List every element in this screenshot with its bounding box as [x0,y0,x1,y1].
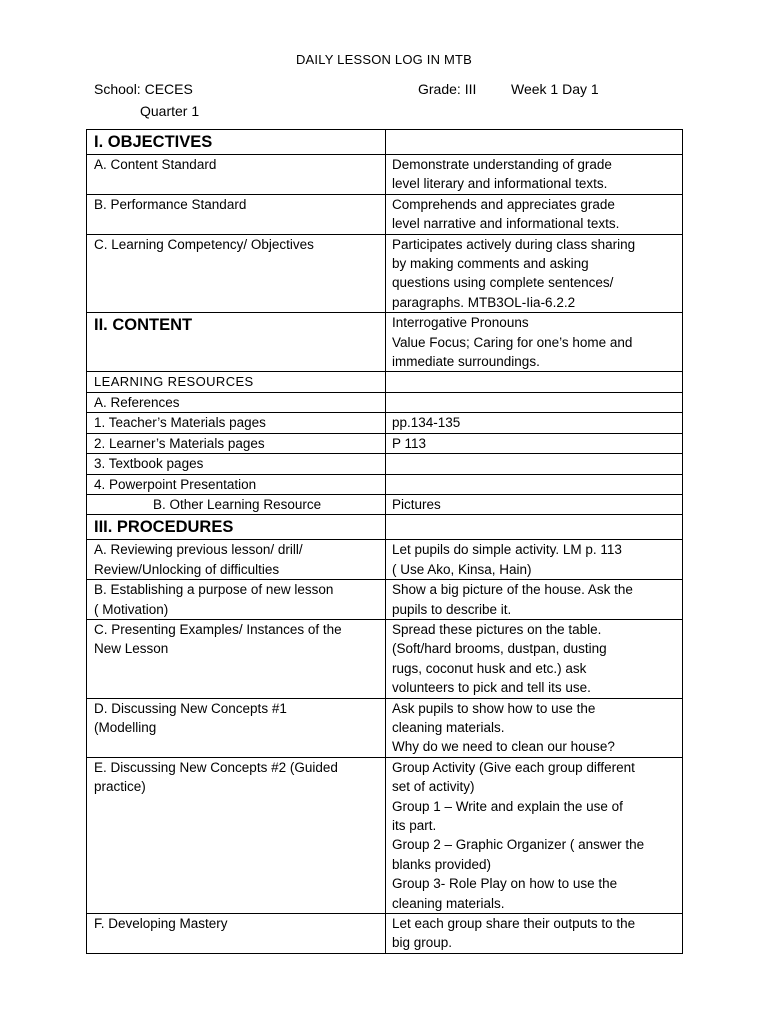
table-row [87,234,683,313]
row-label-cell [87,392,386,412]
row-content-cell [386,130,683,155]
row-content-line: Comprehends and appreciates grade [392,196,615,212]
table-row [87,413,683,433]
row-label-cell [87,433,386,453]
row-content-line: Pictures [392,496,441,512]
row-label: F. Developing Mastery [94,916,228,932]
row-label-cell [87,698,386,757]
row-label-cell [87,234,386,313]
table-row [87,454,683,474]
row-content-line: questions using complete sentences/ [392,275,614,291]
table-row [87,392,683,412]
row-label-cell [87,313,386,372]
row-content-line: Group 3- Role Play on how to use the [392,876,618,892]
row-content-line: big group. [392,935,453,951]
row-label: B. Performance Standard [94,196,247,212]
row-content-line: set of activity) [392,779,475,795]
row-content-cell [386,698,683,757]
row-label-cell [87,619,386,698]
row-content-cell [386,515,683,540]
row-label: 2. Learner’s Materials pages [94,435,265,451]
row-content-cell [386,540,683,580]
row-content-cell [386,454,683,474]
row-content-line: Let each group share their outputs to the [392,916,636,932]
row-label: 3. Textbook pages [94,456,204,472]
row-label: C. Learning Competency/ Objectives [94,236,314,252]
row-content-line: Show a big picture of the house. Ask the [392,582,633,598]
row-content-line: by making comments and asking [392,256,589,272]
row-label-cell [87,494,386,514]
table-row [87,313,683,372]
table-row [87,433,683,453]
row-content-line: volunteers to pick and tell its use. [392,680,591,696]
table-row [87,619,683,698]
row-label: 4. Powerpoint Presentation [94,476,257,492]
row-content-cell [386,413,683,433]
row-label-cell [87,194,386,234]
row-content-line: Why do we need to clean our house? [392,739,615,755]
row-content-cell [386,234,683,313]
row-label-line: (Modelling [94,719,157,735]
table-row [87,155,683,195]
row-content-cell [386,313,683,372]
quarter-label: Quarter 1 [140,103,200,119]
row-content-line: pupils to describe it. [392,601,512,617]
row-label-line: D. Discussing New Concepts #1 [94,700,287,716]
row-label: B. Other Learning Resource [153,496,322,512]
row-label-cell [87,474,386,494]
row-label-line: E. Discussing New Concepts #2 (Guided [94,759,338,775]
week-day-label: Week 1 Day 1 [511,81,599,97]
table-row [87,194,683,234]
table-row [87,540,683,580]
row-label-cell [87,580,386,620]
row-content-line: level narrative and informational texts. [392,216,620,232]
row-label-line: C. Presenting Examples/ Instances of the [94,621,342,637]
row-label-cell [87,540,386,580]
row-content-line: Group 2 – Graphic Organizer ( answer the [392,837,645,853]
row-label-line: A. Reviewing previous lesson/ drill/ [94,542,303,558]
row-content-cell [386,619,683,698]
row-label-line: practice) [94,779,146,795]
row-label: LEARNING RESOURCES [94,374,254,390]
row-label-line: ( Motivation) [94,601,169,617]
table-row [87,580,683,620]
row-label: II. CONTENT [94,316,193,335]
table-row [87,372,683,392]
row-content-line: pp.134-135 [392,415,461,431]
row-label-line: Review/Unlocking of difficulties [94,561,280,577]
row-content-cell [386,757,683,913]
row-label: III. PROCEDURES [94,518,234,537]
row-content-line: Value Focus; Caring for one’s home and [392,334,633,350]
row-content-line: P 113 [392,435,427,451]
row-content-line: Group Activity (Give each group different [392,759,635,775]
row-label-line: New Lesson [94,641,169,657]
row-content-cell [386,392,683,412]
row-content-line: Group 1 – Write and explain the use of [392,798,623,814]
row-label-cell [87,130,386,155]
table-row [87,515,683,540]
row-content-cell [386,194,683,234]
row-label-cell [87,155,386,195]
row-content-cell [386,474,683,494]
lesson-log-body [87,130,683,954]
row-content-line: Participates actively during class sharing [392,236,636,252]
row-label: A. References [94,394,180,410]
row-content-line: paragraphs. MTB3OL-Iia-6.2.2 [392,294,576,310]
table-row [87,698,683,757]
row-content-line: Ask pupils to show how to use the [392,700,596,716]
row-content-cell [386,914,683,954]
row-label: 1. Teacher’s Materials pages [94,415,266,431]
row-content-line: cleaning materials. [392,719,505,735]
row-content-line: blanks provided) [392,856,492,872]
row-content-line: cleaning materials. [392,895,505,911]
row-label-cell [87,757,386,913]
row-content-cell [386,494,683,514]
row-label-cell [87,515,386,540]
row-content-line: Let pupils do simple activity. LM p. 113 [392,542,622,558]
row-label-cell [87,914,386,954]
table-row [87,914,683,954]
row-label-cell [87,372,386,392]
row-content-cell [386,372,683,392]
row-label-cell [87,454,386,474]
row-content-cell [386,580,683,620]
grade-label: Grade: III [418,81,477,97]
row-content-line: (Soft/hard brooms, dustpan, dusting [392,641,607,657]
row-content-line: ( Use Ako, Kinsa, Hain) [392,561,532,577]
table-row [87,757,683,913]
row-content-line: Demonstrate understanding of grade [392,157,612,172]
row-label: I. OBJECTIVES [94,133,213,151]
row-content-cell [386,433,683,453]
row-label-line: B. Establishing a purpose of new lesson [94,582,334,598]
table-row [87,494,683,514]
school-label: School: CECES [94,81,193,97]
document-title: DAILY LESSON LOG IN MTB [295,52,473,67]
row-content-line: level literary and informational texts. [392,176,608,192]
row-content-cell [386,155,683,195]
row-content-line: its part. [392,818,437,833]
table-row [87,130,683,155]
row-content-line: immediate surroundings. [392,354,540,370]
row-label: A. Content Standard [94,157,217,172]
row-content-line: rugs, coconut husk and etc.) ask [392,660,587,676]
table-row [87,474,683,494]
row-content-line: Spread these pictures on the table. [392,621,602,637]
lesson-log-table [86,129,683,954]
row-content-line: Interrogative Pronouns [392,315,529,331]
row-label-cell [87,413,386,433]
